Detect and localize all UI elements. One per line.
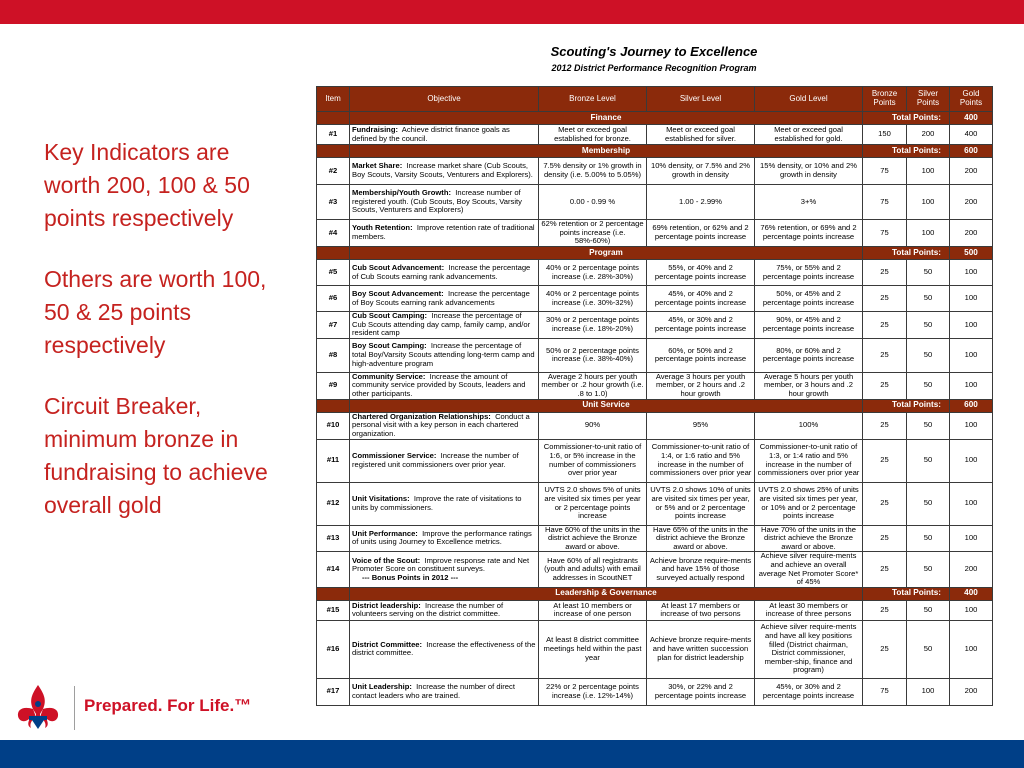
- bronze-points-cell: 25: [863, 286, 907, 312]
- bronze-points-cell: 75: [863, 678, 907, 705]
- objective-title: Commissioner Service:: [352, 450, 437, 460]
- section-total-label: Total Points:: [863, 399, 950, 412]
- silver-points-cell: 200: [907, 125, 950, 145]
- table-row: [317, 286, 993, 312]
- objective-cell: [350, 552, 539, 587]
- section-spacer: [317, 399, 350, 412]
- silver-level-cell: 10% density, or 7.5% and 2% growth in density: [647, 158, 755, 185]
- item-number: #6: [317, 286, 350, 312]
- silver-level-cell: Achieve bronze require-ments and have 15% of those surveyed actually respond: [647, 552, 755, 587]
- silver-level-cell: 95%: [647, 412, 755, 439]
- objective-title: Unit Leadership:: [352, 682, 412, 692]
- table-body: [317, 112, 993, 706]
- silver-points-cell: 50: [907, 338, 950, 372]
- bsa-logo: [12, 682, 252, 738]
- bronze-points-cell: 25: [863, 482, 907, 525]
- objective-description: Improve the performance ratings of units using Journey to Excellence metrics.: [352, 528, 532, 547]
- section-name: Membership: [350, 145, 863, 158]
- objective-description: Increase the effectiveness of the district committee.: [352, 639, 536, 658]
- section-row: [317, 145, 993, 158]
- objective-description: Improve response rate and Net Promoter Score on constituent surveys.: [352, 555, 530, 574]
- silver-points-cell: 100: [907, 220, 950, 247]
- objective-title: Cub Scout Camping:: [352, 311, 428, 320]
- gold-level-cell: Achieve silver require-ments and achieve an overall average Net Promoter Score* of 45%: [755, 552, 863, 587]
- item-number: #10: [317, 412, 350, 439]
- table-row: [317, 620, 993, 678]
- silver-points-cell: 50: [907, 412, 950, 439]
- bonus-note: --- Bonus Points in 2012 ---: [362, 572, 459, 582]
- item-number: #8: [317, 338, 350, 372]
- objective-description: Achieve district finance goals as defined by the council.: [352, 124, 510, 143]
- item-number: #14: [317, 552, 350, 587]
- top-red-bar: [0, 0, 1024, 24]
- objective-cell: [350, 412, 539, 439]
- silver-level-cell: Achieve bronze require-ments and have written succession plan for district leadership: [647, 620, 755, 678]
- gold-level-cell: Meet or exceed goal established for gold.: [755, 125, 863, 145]
- bronze-level-cell: Average 2 hours per youth member or .2 hour growth (i.e. .8 to 1.0): [539, 372, 647, 399]
- bronze-level-cell: 62% retention or 2 percentage points increase (i.e. 58%-60%): [539, 220, 647, 247]
- bronze-points-cell: 25: [863, 260, 907, 286]
- silver-points-cell: 50: [907, 439, 950, 482]
- silver-points-cell: 50: [907, 525, 950, 552]
- item-number: #16: [317, 620, 350, 678]
- section-name: Program: [350, 247, 863, 260]
- objective-description: Increase the number of volunteers serving on the district committee.: [352, 600, 504, 619]
- item-number: #15: [317, 600, 350, 620]
- section-name: Unit Service: [350, 399, 863, 412]
- section-spacer: [317, 145, 350, 158]
- table-row: [317, 439, 993, 482]
- gold-level-cell: 15% density, or 10% and 2% growth in density: [755, 158, 863, 185]
- objective-description: Conduct a personal visit with a key person in each chartered organization.: [352, 412, 530, 438]
- header-item: Item: [317, 87, 350, 112]
- objective-description: Increase the percentage of Boy Scouts earning rank advancements: [352, 288, 530, 307]
- objective-cell: [350, 185, 539, 220]
- gold-points-cell: 100: [950, 525, 993, 552]
- gold-level-cell: 3+%: [755, 185, 863, 220]
- objective-description: Increase number of registered youth. (Cub Scouts, Boy Scouts, Varsity Scouts, Venturers and Explorers): [352, 188, 522, 215]
- bronze-level-cell: Commissioner-to-unit ratio of 1:6, or 5% increase in the number of commissioners over prior year: [539, 439, 647, 482]
- bronze-level-cell: 30% or 2 percentage points increase (i.e. 18%-20%): [539, 312, 647, 339]
- bronze-level-cell: UVTS 2.0 shows 5% of units are visited six times per year or 2 percentage points increase: [539, 482, 647, 525]
- section-spacer: [317, 587, 350, 600]
- objective-title: Boy Scout Advancement:: [352, 288, 444, 298]
- item-number: #12: [317, 482, 350, 525]
- objective-title: Chartered Organization Relationships:: [352, 412, 491, 421]
- table-row: [317, 412, 993, 439]
- bronze-level-cell: Meet or exceed goal established for bronze.: [539, 125, 647, 145]
- item-number: #9: [317, 372, 350, 399]
- section-total-label: Total Points:: [863, 587, 950, 600]
- key-notes: [44, 136, 284, 550]
- table-row: [317, 678, 993, 705]
- note-circuit-breaker: Circuit Breaker, minimum bronze in fundraising to achieve overall gold: [44, 393, 268, 518]
- objective-title: Boy Scout Camping:: [352, 341, 427, 351]
- objective-description: Improve retention rate of traditional members.: [352, 223, 535, 241]
- silver-level-cell: 45%, or 40% and 2 percentage points increase: [647, 286, 755, 312]
- section-spacer: [317, 112, 350, 125]
- document-title: Scouting's Journey to Excellence: [550, 44, 758, 59]
- bronze-level-cell: 90%: [539, 412, 647, 439]
- table-row: [317, 312, 993, 339]
- section-row: [317, 112, 993, 125]
- objective-cell: [350, 482, 539, 525]
- gold-points-cell: 200: [950, 185, 993, 220]
- item-number: #5: [317, 260, 350, 286]
- bronze-level-cell: 0.00 - 0.99 %: [539, 185, 647, 220]
- bronze-level-cell: At least 10 members or increase of one person: [539, 600, 647, 620]
- objective-cell: [350, 439, 539, 482]
- gold-points-cell: 200: [950, 552, 993, 587]
- item-number: #2: [317, 158, 350, 185]
- gold-points-cell: 200: [950, 678, 993, 705]
- gold-level-cell: 90%, or 45% and 2 percentage points increase: [755, 312, 863, 339]
- header-silver-points: Silver Points: [907, 87, 950, 112]
- bronze-points-cell: 25: [863, 338, 907, 372]
- item-number: #11: [317, 439, 350, 482]
- gold-level-cell: 75%, or 55% and 2 percentage points increase: [755, 260, 863, 286]
- table-row: [317, 482, 993, 525]
- table-row: [317, 372, 993, 399]
- section-total-label: Total Points:: [863, 112, 950, 125]
- section-name: Finance: [350, 112, 863, 125]
- table-row: [317, 220, 993, 247]
- silver-level-cell: UVTS 2.0 shows 10% of units are visited six times per year, or 5% and or 2 percentage points increase: [647, 482, 755, 525]
- silver-points-cell: 50: [907, 372, 950, 399]
- section-row: [317, 247, 993, 260]
- gold-points-cell: 100: [950, 372, 993, 399]
- gold-points-cell: 400: [950, 125, 993, 145]
- bronze-points-cell: 25: [863, 372, 907, 399]
- bronze-level-cell: 7.5% density or 1% growth in density (i.e. 5.00% to 5.05%): [539, 158, 647, 185]
- bronze-points-cell: 75: [863, 158, 907, 185]
- bronze-points-cell: 150: [863, 125, 907, 145]
- silver-level-cell: 60%, or 50% and 2 percentage points increase: [647, 338, 755, 372]
- gold-level-cell: UVTS 2.0 shows 25% of units are visited six times per year, or 10% and or 2 percentage points increase: [755, 482, 863, 525]
- table-row: [317, 338, 993, 372]
- table-header-row: [317, 87, 993, 112]
- gold-points-cell: 200: [950, 220, 993, 247]
- note-key-indicators: Key Indicators are worth 200, 100 & 50 points respectively: [44, 139, 250, 231]
- objective-cell: [350, 312, 539, 339]
- objective-description: Improve the rate of visitations to units by commissioners.: [352, 493, 522, 512]
- gold-level-cell: Have 70% of the units in the district achieve the Bronze award or above.: [755, 525, 863, 552]
- bronze-points-cell: 25: [863, 439, 907, 482]
- silver-level-cell: Meet or exceed goal established for silver.: [647, 125, 755, 145]
- gold-level-cell: 45%, or 30% and 2 percentage points increase: [755, 678, 863, 705]
- table-row: [317, 125, 993, 145]
- objective-cell: [350, 678, 539, 705]
- table-row: [317, 525, 993, 552]
- silver-points-cell: 100: [907, 678, 950, 705]
- gold-points-cell: 100: [950, 620, 993, 678]
- item-number: #1: [317, 125, 350, 145]
- objective-cell: [350, 600, 539, 620]
- note-others: Others are worth 100, 50 & 25 points respectively: [44, 266, 267, 358]
- objective-cell: [350, 260, 539, 286]
- gold-points-cell: 100: [950, 412, 993, 439]
- table-row: [317, 158, 993, 185]
- objective-title: Unit Performance:: [352, 528, 418, 538]
- objective-title: Fundraising:: [352, 124, 398, 134]
- bronze-level-cell: 40% or 2 percentage points increase (i.e. 30%-32%): [539, 286, 647, 312]
- fleur-de-lis-icon: [12, 682, 64, 734]
- silver-level-cell: At least 17 members or increase of two persons: [647, 600, 755, 620]
- header-silver-level: Silver Level: [647, 87, 755, 112]
- objective-description: Increase the percentage of total Boy/Varsity Scouts attending long-term camp and high-adventure program: [352, 341, 535, 368]
- header-gold-points: Gold Points: [950, 87, 993, 112]
- objective-cell: [350, 286, 539, 312]
- gold-points-cell: 200: [950, 158, 993, 185]
- silver-level-cell: 45%, or 30% and 2 percentage points increase: [647, 312, 755, 339]
- gold-level-cell: 76% retention, or 69% and 2 percentage points increase: [755, 220, 863, 247]
- bronze-points-cell: 25: [863, 600, 907, 620]
- silver-level-cell: 69% retention, or 62% and 2 percentage points increase: [647, 220, 755, 247]
- bronze-level-cell: 40% or 2 percentage points increase (i.e. 28%-30%): [539, 260, 647, 286]
- gold-level-cell: 50%, or 45% and 2 percentage points increase: [755, 286, 863, 312]
- silver-points-cell: 50: [907, 482, 950, 525]
- objective-title: Voice of the Scout:: [352, 555, 421, 565]
- objective-cell: [350, 220, 539, 247]
- gold-level-cell: Achieve silver require-ments and have all key positions filled (District chairman, District commissioner, member-ship, finance and program): [755, 620, 863, 678]
- objective-cell: [350, 372, 539, 399]
- gold-points-cell: 100: [950, 439, 993, 482]
- objective-cell: [350, 125, 539, 145]
- section-total-points: 400: [950, 587, 993, 600]
- objective-title: District leadership:: [352, 600, 421, 610]
- silver-points-cell: 100: [907, 158, 950, 185]
- bronze-points-cell: 75: [863, 220, 907, 247]
- bronze-level-cell: 50% or 2 percentage points increase (i.e. 38%-40%): [539, 338, 647, 372]
- silver-points-cell: 50: [907, 552, 950, 587]
- section-total-label: Total Points:: [863, 145, 950, 158]
- table-row: [317, 552, 993, 587]
- objective-description: Increase the amount of community service provided by Scouts, leaders and other participants.: [352, 372, 526, 399]
- header-bronze-level: Bronze Level: [539, 87, 647, 112]
- item-number: #13: [317, 525, 350, 552]
- bronze-level-cell: 22% or 2 percentage points increase (i.e. 12%-14%): [539, 678, 647, 705]
- logo-divider: [74, 686, 75, 730]
- gold-points-cell: 100: [950, 260, 993, 286]
- objective-title: Youth Retention:: [352, 223, 413, 233]
- objective-title: District Committee:: [352, 639, 423, 649]
- logo-tagline: Prepared. For Life.™: [84, 696, 252, 715]
- silver-level-cell: 30%, or 22% and 2 percentage points increase: [647, 678, 755, 705]
- objective-cell: [350, 158, 539, 185]
- bronze-points-cell: 25: [863, 312, 907, 339]
- section-total-points: 500: [950, 247, 993, 260]
- item-number: #17: [317, 678, 350, 705]
- bronze-points-cell: 25: [863, 412, 907, 439]
- table-row: [317, 185, 993, 220]
- objective-title: Membership/Youth Growth:: [352, 188, 451, 198]
- section-spacer: [317, 247, 350, 260]
- silver-level-cell: 1.00 - 2.99%: [647, 185, 755, 220]
- gold-points-cell: 100: [950, 312, 993, 339]
- item-number: #4: [317, 220, 350, 247]
- item-number: #3: [317, 185, 350, 220]
- header-gold-level: Gold Level: [755, 87, 863, 112]
- silver-points-cell: 50: [907, 260, 950, 286]
- objective-description: Increase the percentage of Cub Scouts earning rank advancements.: [352, 262, 531, 281]
- objective-title: Cub Scout Advancement:: [352, 262, 445, 272]
- objective-title: Unit Visitations:: [352, 493, 410, 503]
- bronze-level-cell: Have 60% of the units in the district achieve the Bronze award or above.: [539, 525, 647, 552]
- gold-points-cell: 100: [950, 600, 993, 620]
- objective-description: Increase the percentage of Cub Scouts attending day camp, family camp, and/or resident camp: [352, 311, 531, 338]
- gold-points-cell: 100: [950, 482, 993, 525]
- item-number: #7: [317, 312, 350, 339]
- gold-points-cell: 100: [950, 286, 993, 312]
- objective-description: Increase market share (Cub Scouts, Boy Scouts, Varsity Scouts, Venturers and Explorers).: [352, 161, 533, 179]
- section-total-points: 600: [950, 145, 993, 158]
- gold-level-cell: Average 5 hours per youth member, or 3 hours and .2 hour growth: [755, 372, 863, 399]
- header-bronze-points: Bronze Points: [863, 87, 907, 112]
- table-row: [317, 260, 993, 286]
- section-total-points: 600: [950, 399, 993, 412]
- objective-description: Increase the number of direct contact leaders who are trained.: [352, 682, 515, 700]
- silver-level-cell: Average 3 hours per youth member, or 2 hours and .2 hour growth: [647, 372, 755, 399]
- objective-description: Increase the number of registered unit commissioners over prior year.: [352, 450, 519, 469]
- section-total-label: Total Points:: [863, 247, 950, 260]
- objective-cell: [350, 525, 539, 552]
- header-objective: Objective: [350, 87, 539, 112]
- silver-level-cell: Commissioner-to-unit ratio of 1:4, or 1:6 ratio and 5% increase in the number of commissioners over prior year: [647, 439, 755, 482]
- gold-level-cell: Commissioner-to-unit ratio of 1:3, or 1:4 ratio and 5% increase in the number of commissioners over prior year: [755, 439, 863, 482]
- section-row: [317, 399, 993, 412]
- section-total-points: 400: [950, 112, 993, 125]
- silver-points-cell: 50: [907, 286, 950, 312]
- bronze-points-cell: 25: [863, 620, 907, 678]
- bottom-blue-bar: [0, 740, 1024, 768]
- bronze-points-cell: 25: [863, 525, 907, 552]
- bronze-points-cell: 25: [863, 552, 907, 587]
- bronze-points-cell: 75: [863, 185, 907, 220]
- performance-table: [316, 86, 993, 706]
- document-subtitle: 2012 District Performance Recognition Program: [551, 63, 757, 73]
- objective-title: Community Service:: [352, 372, 426, 381]
- section-row: [317, 587, 993, 600]
- silver-level-cell: Have 65% of the units in the district achieve the Bronze award or above.: [647, 525, 755, 552]
- table-row: [317, 600, 993, 620]
- gold-level-cell: 80%, or 60% and 2 percentage points increase: [755, 338, 863, 372]
- gold-points-cell: 100: [950, 338, 993, 372]
- bronze-level-cell: Have 60% of all registrants (youth and adults) with email addresses in ScoutNET: [539, 552, 647, 587]
- objective-cell: [350, 338, 539, 372]
- section-name: Leadership & Governance: [350, 587, 863, 600]
- gold-level-cell: 100%: [755, 412, 863, 439]
- gold-level-cell: At least 30 members or increase of three persons: [755, 600, 863, 620]
- bronze-level-cell: At least 8 district committee meetings held within the past year: [539, 620, 647, 678]
- silver-level-cell: 55%, or 40% and 2 percentage points increase: [647, 260, 755, 286]
- objective-title: Market Share:: [352, 161, 403, 171]
- silver-points-cell: 50: [907, 620, 950, 678]
- objective-cell: [350, 620, 539, 678]
- silver-points-cell: 50: [907, 600, 950, 620]
- silver-points-cell: 100: [907, 185, 950, 220]
- silver-points-cell: 50: [907, 312, 950, 339]
